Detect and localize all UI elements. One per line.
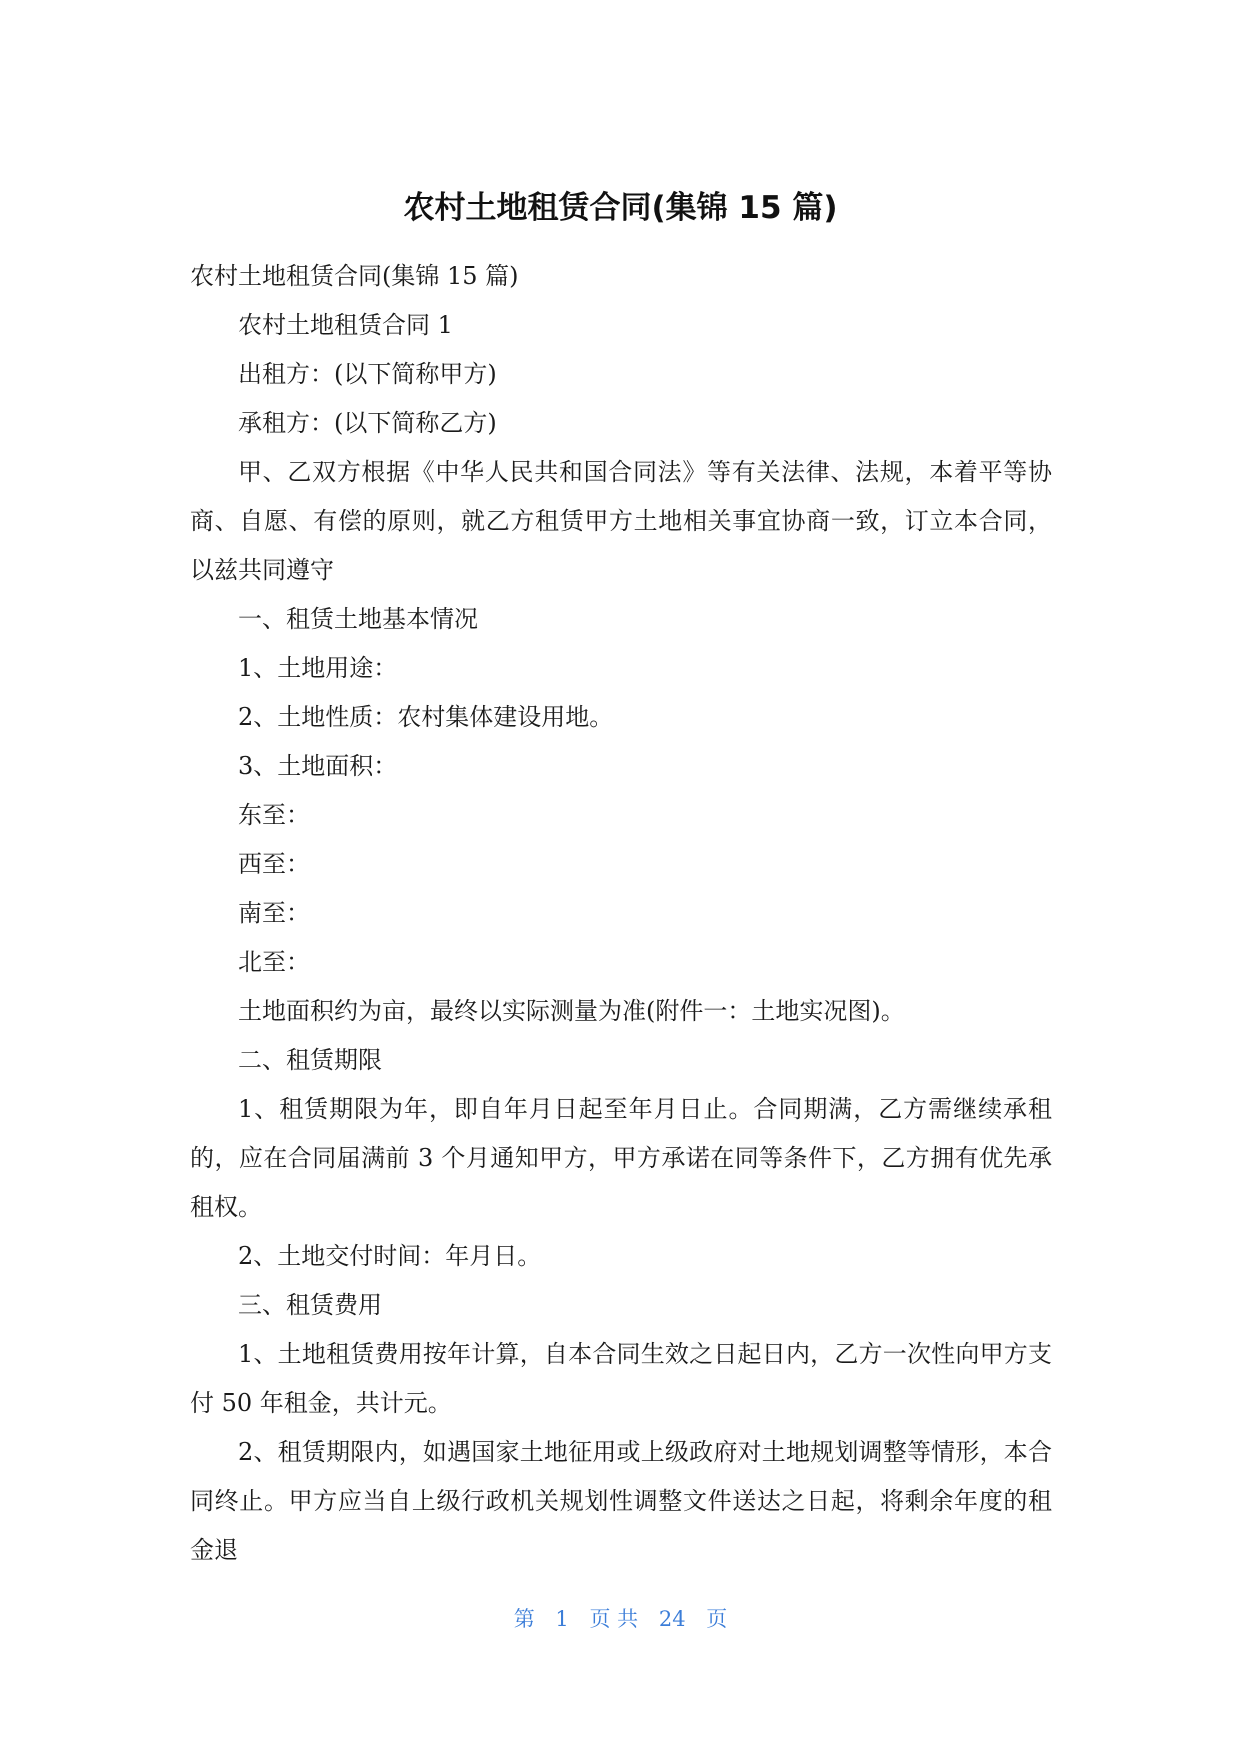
page-footer xyxy=(0,1604,1241,1634)
paragraph: 东至： xyxy=(238,801,310,829)
page-number-prefix: 第 xyxy=(513,1607,535,1631)
paragraph: 3、土地面积： xyxy=(238,752,398,780)
paragraph: 1、租赁期限为年，即自年月日起至年月日止。合同期满，乙方需继续承租的，应在合同届满前 3 个月通知甲方，甲方承诺在同等条件下，乙方拥有优先承租权。 xyxy=(190,1095,1052,1221)
paragraph: 土地面积约为亩，最终以实际测量为准(附件一：土地实况图)。 xyxy=(238,997,905,1025)
paragraph: 一、租赁土地基本情况 xyxy=(238,605,478,633)
paragraph: 甲、乙双方根据《中华人民共和国合同法》等有关法律、法规，本着平等协商、自愿、有偿的原则，就乙方租赁甲方土地相关事宜协商一致，订立本合同，以兹共同遵守 xyxy=(190,458,1052,584)
paragraph: 农村土地租赁合同 1 xyxy=(238,311,453,339)
paragraph: 西至： xyxy=(238,850,310,878)
total-page-count: 24 xyxy=(658,1607,686,1631)
paragraph: 出租方：(以下简称甲方) xyxy=(238,360,497,388)
page-number-suffix: 页 xyxy=(706,1607,728,1631)
paragraph: 1、土地用途： xyxy=(238,654,398,682)
paragraph: 2、土地交付时间：年月日。 xyxy=(238,1242,542,1270)
document-body xyxy=(190,252,1052,1575)
paragraph: 1、土地租赁费用按年计算，自本合同生效之日起日内，乙方一次性向甲方支付 50 年租金，共计元。 xyxy=(190,1340,1052,1417)
paragraph: 南至： xyxy=(238,899,310,927)
document-title: 农村土地租赁合同(集锦 15 篇) xyxy=(403,190,838,226)
paragraph: 农村土地租赁合同(集锦 15 篇) xyxy=(190,262,519,290)
paragraph: 二、租赁期限 xyxy=(238,1046,382,1074)
page-number-middle: 页 共 xyxy=(589,1607,639,1631)
paragraph: 北至： xyxy=(238,948,310,976)
current-page-number: 1 xyxy=(555,1607,569,1631)
paragraph: 三、租赁费用 xyxy=(238,1291,382,1319)
paragraph: 2、租赁期限内，如遇国家土地征用或上级政府对土地规划调整等情形，本合同终止。甲方应当自上级行政机关规划性调整文件送达之日起，将剩余年度的租金退 xyxy=(190,1438,1052,1564)
paragraph: 2、土地性质：农村集体建设用地。 xyxy=(238,703,614,731)
paragraph: 承租方：(以下简称乙方) xyxy=(238,409,497,437)
